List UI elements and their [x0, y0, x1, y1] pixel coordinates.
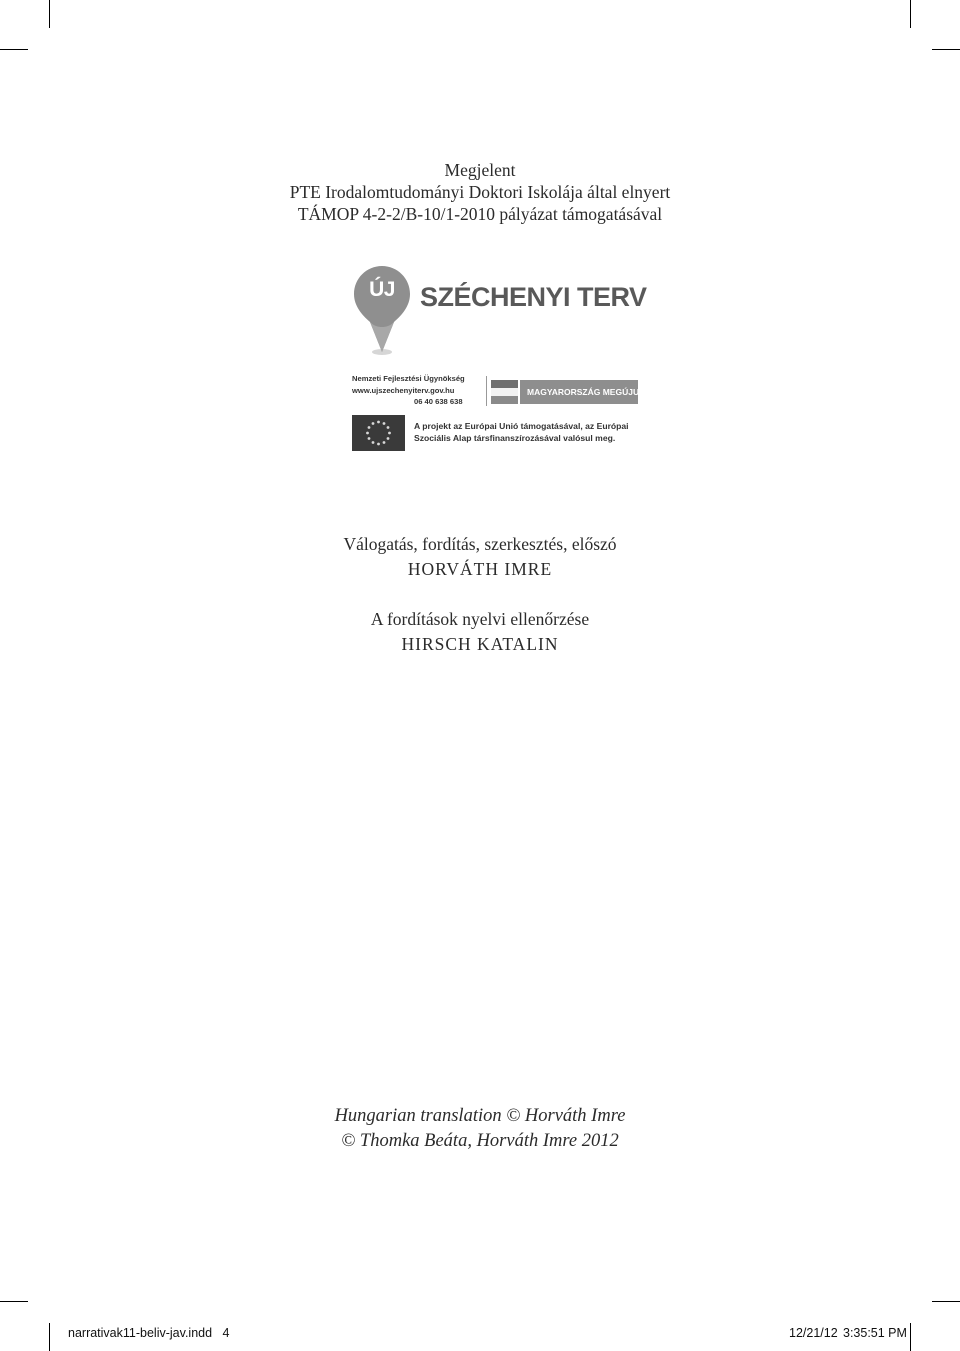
publication-line: TÁMOP 4-2-2/B-10/1-2010 pályázat támogatásával	[297, 204, 663, 224]
eu-support-line: A projekt az Európai Unió támogatásával, az Európai	[414, 421, 629, 431]
brand-text: SZÉCHENYI TERV	[420, 282, 647, 312]
agency-line: 06 40 638 638	[414, 397, 463, 406]
crop-mark	[932, 49, 960, 50]
szechenyi-terv-logo	[350, 262, 650, 457]
publication-line: PTE Irodalomtudományi Doktori Iskolája által elnyert	[289, 182, 671, 202]
proofreader-role: A fordítások nyelvi ellenőrzése	[370, 609, 590, 629]
agency-info	[352, 373, 465, 408]
publication-line: Megjelent	[444, 160, 516, 180]
agency-line: Nemzeti Fejlesztési Ügynökség	[352, 374, 465, 383]
footer-file: narrativak11-beliv-jav.indd 4	[68, 1326, 230, 1340]
footer-time: 3:35:51 PM	[843, 1326, 907, 1340]
editor-role: Válogatás, fordítás, szerkesztés, előszó	[343, 534, 617, 554]
crop-mark	[932, 1301, 960, 1302]
crop-mark	[49, 1323, 50, 1351]
copyright-line: Hungarian translation © Horváth Imre	[334, 1106, 626, 1126]
footer-date: 12/21/12	[789, 1326, 838, 1340]
crop-mark	[910, 1323, 911, 1351]
agency-line: www.ujszechenyiterv.gov.hu	[352, 385, 455, 395]
pin-text: ÚJ	[369, 278, 395, 301]
eu-support-text	[414, 420, 629, 444]
crop-mark	[49, 0, 50, 28]
eu-support-line: Szociális Alap társfinanszírozásával valósul meg.	[414, 433, 616, 443]
crop-mark	[0, 1301, 28, 1302]
credits-proofreader	[0, 608, 960, 655]
hungarian-flag-icon	[491, 380, 518, 404]
copyright-line: © Thomka Beáta, Horváth Imre 2012	[341, 1131, 619, 1151]
hungary-renews-badge: MAGYARORSZÁG MEGÚJUL	[520, 380, 638, 404]
crop-mark	[910, 0, 911, 28]
publication-note	[0, 159, 960, 225]
editor-name: HORVÁTH IMRE	[407, 559, 553, 579]
divider	[486, 376, 487, 406]
eu-flag-icon	[352, 415, 405, 451]
credits-editor	[0, 533, 960, 580]
proofreader-name: HIRSCH KATALIN	[401, 634, 559, 654]
copyright-notice	[0, 1104, 960, 1154]
crop-mark	[0, 49, 28, 50]
